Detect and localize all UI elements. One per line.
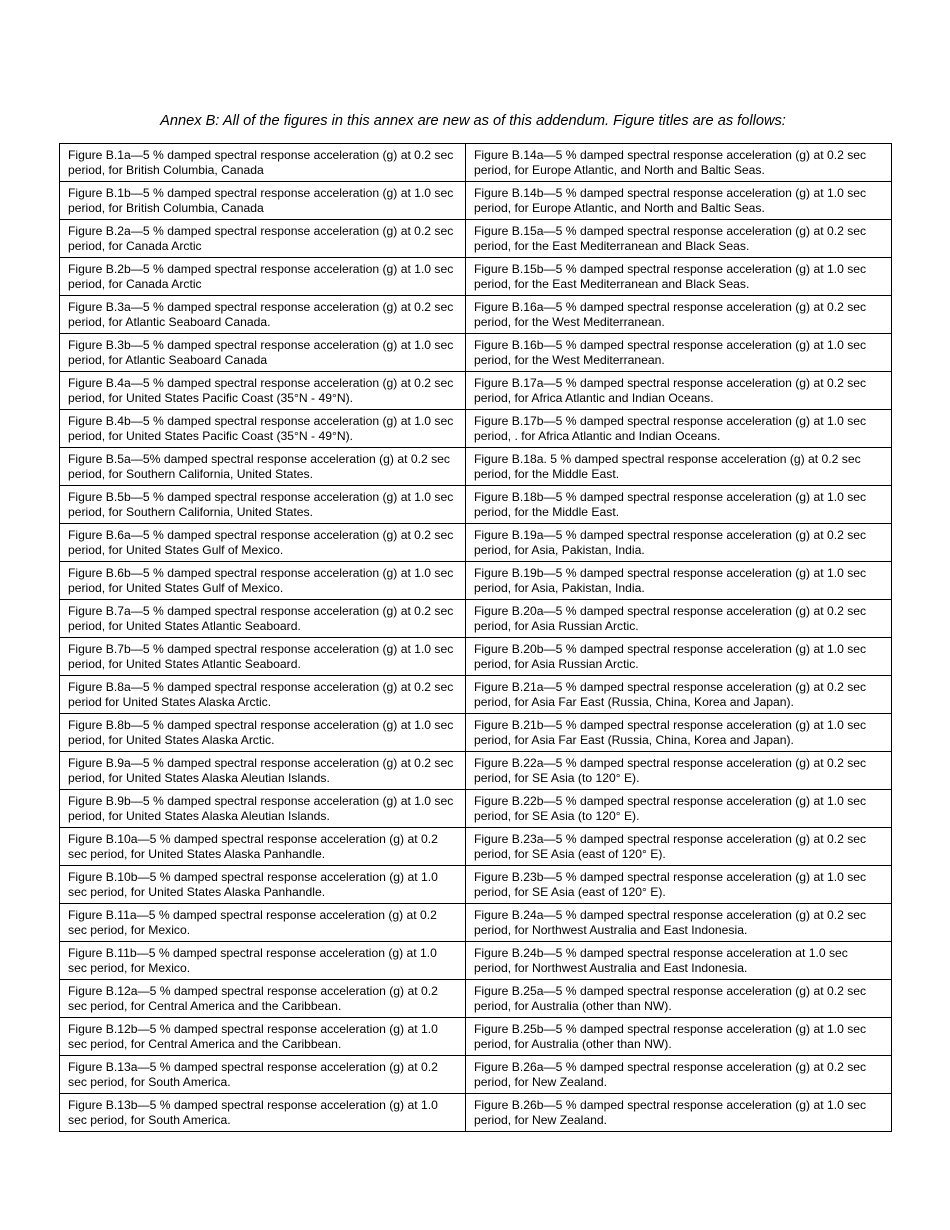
table-row	[60, 372, 892, 410]
left-figure-title: Figure B.5b—5 % damped spectral response acceleration (g) at 1.0 sec period, for Southern California, United States.	[60, 486, 466, 524]
table-row	[60, 638, 892, 676]
table-row	[60, 410, 892, 448]
annex-heading: Annex B: All of the figures in this annex are new as of this addendum. Figure titles are as follows:	[160, 113, 786, 129]
left-figure-title: Figure B.11a—5 % damped spectral response acceleration (g) at 0.2 sec period, for Mexico.	[60, 904, 466, 942]
right-figure-title: Figure B.21b—5 % damped spectral response acceleration (g) at 1.0 sec period, for Asia Far East (Russia, China, Korea and Japan).	[466, 714, 892, 752]
table-row	[60, 1018, 892, 1056]
table-row	[60, 144, 892, 182]
right-figure-title: Figure B.16b—5 % damped spectral response acceleration (g) at 1.0 sec period, for the West Mediterranean.	[466, 334, 892, 372]
table-row	[60, 752, 892, 790]
right-figure-title: Figure B.26a—5 % damped spectral response acceleration (g) at 0.2 sec period, for New Zealand.	[466, 1056, 892, 1094]
table-row	[60, 980, 892, 1018]
right-figure-title: Figure B.25b—5 % damped spectral response acceleration (g) at 1.0 sec period, for Australia (other than NW).	[466, 1018, 892, 1056]
left-figure-title: Figure B.13b—5 % damped spectral response acceleration (g) at 1.0 sec period, for South America.	[60, 1094, 466, 1132]
right-figure-title: Figure B.19b—5 % damped spectral response acceleration (g) at 1.0 sec period, for Asia, Pakistan, India.	[466, 562, 892, 600]
left-figure-title: Figure B.2a—5 % damped spectral response acceleration (g) at 0.2 sec period, for Canada Arctic	[60, 220, 466, 258]
right-figure-title: Figure B.22a—5 % damped spectral response acceleration (g) at 0.2 sec period, for SE Asia (to 120° E).	[466, 752, 892, 790]
right-figure-title: Figure B.24b—5 % damped spectral response acceleration at 1.0 sec period, for Northwest Australia and East Indonesia.	[466, 942, 892, 980]
figure-titles-table-body	[60, 144, 892, 1132]
left-figure-title: Figure B.2b—5 % damped spectral response acceleration (g) at 1.0 sec period, for Canada Arctic	[60, 258, 466, 296]
figure-titles-table	[59, 143, 892, 1132]
table-row	[60, 1056, 892, 1094]
left-figure-title: Figure B.6a—5 % damped spectral response acceleration (g) at 0.2 sec period, for United States Gulf of Mexico.	[60, 524, 466, 562]
table-row	[60, 600, 892, 638]
left-figure-title: Figure B.13a—5 % damped spectral response acceleration (g) at 0.2 sec period, for South America.	[60, 1056, 466, 1094]
table-row	[60, 714, 892, 752]
table-row	[60, 486, 892, 524]
left-figure-title: Figure B.8a—5 % damped spectral response acceleration (g) at 0.2 sec period for United States Alaska Arctic.	[60, 676, 466, 714]
right-figure-title: Figure B.23b—5 % damped spectral response acceleration (g) at 1.0 sec period, for SE Asia (east of 120° E).	[466, 866, 892, 904]
right-figure-title: Figure B.14a—5 % damped spectral response acceleration (g) at 0.2 sec period, for Europe Atlantic, and North and Baltic Seas.	[466, 144, 892, 182]
right-figure-title: Figure B.14b—5 % damped spectral response acceleration (g) at 1.0 sec period, for Europe Atlantic, and North and Baltic Seas.	[466, 182, 892, 220]
right-figure-title: Figure B.26b—5 % damped spectral response acceleration (g) at 1.0 sec period, for New Zealand.	[466, 1094, 892, 1132]
left-figure-title: Figure B.9b—5 % damped spectral response acceleration (g) at 1.0 sec period, for United States Alaska Aleutian Islands.	[60, 790, 466, 828]
right-figure-title: Figure B.22b—5 % damped spectral response acceleration (g) at 1.0 sec period, for SE Asia (to 120° E).	[466, 790, 892, 828]
table-row	[60, 562, 892, 600]
right-figure-title: Figure B.23a—5 % damped spectral response acceleration (g) at 0.2 sec period, for SE Asia (east of 120° E).	[466, 828, 892, 866]
right-figure-title: Figure B.15b—5 % damped spectral response acceleration (g) at 1.0 sec period, for the East Mediterranean and Black Seas.	[466, 258, 892, 296]
table-row	[60, 828, 892, 866]
left-figure-title: Figure B.12b—5 % damped spectral response acceleration (g) at 1.0 sec period, for Central America and the Caribbean.	[60, 1018, 466, 1056]
right-figure-title: Figure B.20b—5 % damped spectral response acceleration (g) at 1.0 sec period, for Asia Russian Arctic.	[466, 638, 892, 676]
table-row	[60, 676, 892, 714]
right-figure-title: Figure B.15a—5 % damped spectral response acceleration (g) at 0.2 sec period, for the East Mediterranean and Black Seas.	[466, 220, 892, 258]
left-figure-title: Figure B.3b—5 % damped spectral response acceleration (g) at 1.0 sec period, for Atlantic Seaboard Canada	[60, 334, 466, 372]
left-figure-title: Figure B.10a—5 % damped spectral response acceleration (g) at 0.2 sec period, for United States Alaska Panhandle.	[60, 828, 466, 866]
left-figure-title: Figure B.5a—5% damped spectral response acceleration (g) at 0.2 sec period, for Southern California, United States.	[60, 448, 466, 486]
right-figure-title: Figure B.21a—5 % damped spectral response acceleration (g) at 0.2 sec period, for Asia Far East (Russia, China, Korea and Japan).	[466, 676, 892, 714]
table-row	[60, 334, 892, 372]
table-row	[60, 942, 892, 980]
left-figure-title: Figure B.4a—5 % damped spectral response acceleration (g) at 0.2 sec period, for United States Pacific Coast (35°N - 49°N).	[60, 372, 466, 410]
table-row	[60, 296, 892, 334]
table-row	[60, 220, 892, 258]
table-row	[60, 904, 892, 942]
left-figure-title: Figure B.12a—5 % damped spectral response acceleration (g) at 0.2 sec period, for Central America and the Caribbean.	[60, 980, 466, 1018]
table-row	[60, 866, 892, 904]
table-row	[60, 790, 892, 828]
left-figure-title: Figure B.4b—5 % damped spectral response acceleration (g) at 1.0 sec period, for United States Pacific Coast (35°N - 49°N).	[60, 410, 466, 448]
left-figure-title: Figure B.1b—5 % damped spectral response acceleration (g) at 1.0 sec period, for British Columbia, Canada	[60, 182, 466, 220]
left-figure-title: Figure B.8b—5 % damped spectral response acceleration (g) at 1.0 sec period, for United States Alaska Arctic.	[60, 714, 466, 752]
right-figure-title: Figure B.17b—5 % damped spectral response acceleration (g) at 1.0 sec period, . for Africa Atlantic and Indian Oceans.	[466, 410, 892, 448]
right-figure-title: Figure B.20a—5 % damped spectral response acceleration (g) at 0.2 sec period, for Asia Russian Arctic.	[466, 600, 892, 638]
table-row	[60, 524, 892, 562]
left-figure-title: Figure B.7b—5 % damped spectral response acceleration (g) at 1.0 sec period, for United States Atlantic Seaboard.	[60, 638, 466, 676]
table-row	[60, 182, 892, 220]
right-figure-title: Figure B.19a—5 % damped spectral response acceleration (g) at 0.2 sec period, for Asia, Pakistan, India.	[466, 524, 892, 562]
right-figure-title: Figure B.16a—5 % damped spectral response acceleration (g) at 0.2 sec period, for the West Mediterranean.	[466, 296, 892, 334]
left-figure-title: Figure B.7a—5 % damped spectral response acceleration (g) at 0.2 sec period, for United States Atlantic Seaboard.	[60, 600, 466, 638]
left-figure-title: Figure B.1a—5 % damped spectral response acceleration (g) at 0.2 sec period, for British Columbia, Canada	[60, 144, 466, 182]
right-figure-title: Figure B.18b—5 % damped spectral response acceleration (g) at 1.0 sec period, for the Middle East.	[466, 486, 892, 524]
left-figure-title: Figure B.10b—5 % damped spectral response acceleration (g) at 1.0 sec period, for United States Alaska Panhandle.	[60, 866, 466, 904]
table-row	[60, 258, 892, 296]
left-figure-title: Figure B.6b—5 % damped spectral response acceleration (g) at 1.0 sec period, for United States Gulf of Mexico.	[60, 562, 466, 600]
right-figure-title: Figure B.24a—5 % damped spectral response acceleration (g) at 0.2 sec period, for Northwest Australia and East Indonesia.	[466, 904, 892, 942]
left-figure-title: Figure B.11b—5 % damped spectral response acceleration (g) at 1.0 sec period, for Mexico.	[60, 942, 466, 980]
right-figure-title: Figure B.25a—5 % damped spectral response acceleration (g) at 0.2 sec period, for Australia (other than NW).	[466, 980, 892, 1018]
table-row	[60, 448, 892, 486]
right-figure-title: Figure B.17a—5 % damped spectral response acceleration (g) at 0.2 sec period, for Africa Atlantic and Indian Oceans.	[466, 372, 892, 410]
table-row	[60, 1094, 892, 1132]
left-figure-title: Figure B.9a—5 % damped spectral response acceleration (g) at 0.2 sec period, for United States Alaska Aleutian Islands.	[60, 752, 466, 790]
left-figure-title: Figure B.3a—5 % damped spectral response acceleration (g) at 0.2 sec period, for Atlantic Seaboard Canada.	[60, 296, 466, 334]
right-figure-title: Figure B.18a. 5 % damped spectral response acceleration (g) at 0.2 sec period, for the Middle East.	[466, 448, 892, 486]
